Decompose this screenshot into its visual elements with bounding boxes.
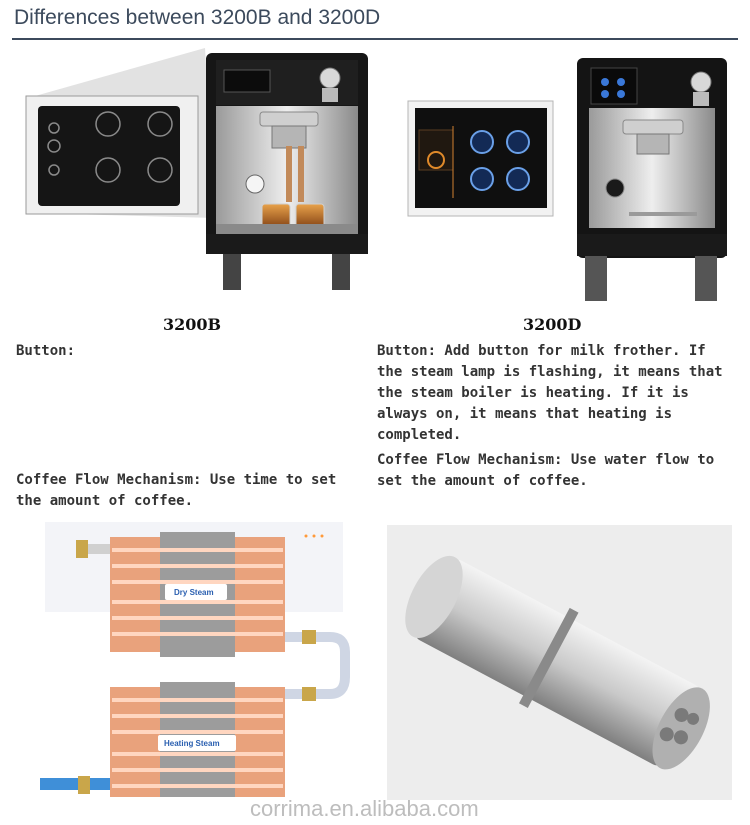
button-description-3200b: Button: [16, 343, 76, 359]
product-image-3200b [20, 48, 370, 308]
product-image-3200d [405, 56, 735, 311]
button-description-3200d: Button: Add button for milk frother. If the steam lamp is flashing, it means that the steam boiler is heating. If it is always on, it means that heating is completed. [377, 343, 723, 443]
model-label-3200b: 3200B [163, 315, 222, 334]
dry-steam-label: Dry Steam [174, 588, 214, 597]
heating-steam-label: Heating Steam [164, 739, 220, 748]
page-title: Differences between 3200B and 3200D [14, 6, 381, 29]
steam-boiler-diagram [40, 522, 370, 797]
flow-description-3200b: Coffee Flow Mechanism: Use time to set the amount of coffee. [16, 472, 337, 509]
model-label-3200d: 3200D [523, 315, 582, 334]
watermark: corrima.en.alibaba.com [250, 796, 479, 821]
flow-cylinder-image [387, 525, 732, 800]
flow-description-3200d: Coffee Flow Mechanism: Use water flow to set the amount of coffee. [377, 452, 715, 489]
title-divider [12, 38, 738, 40]
